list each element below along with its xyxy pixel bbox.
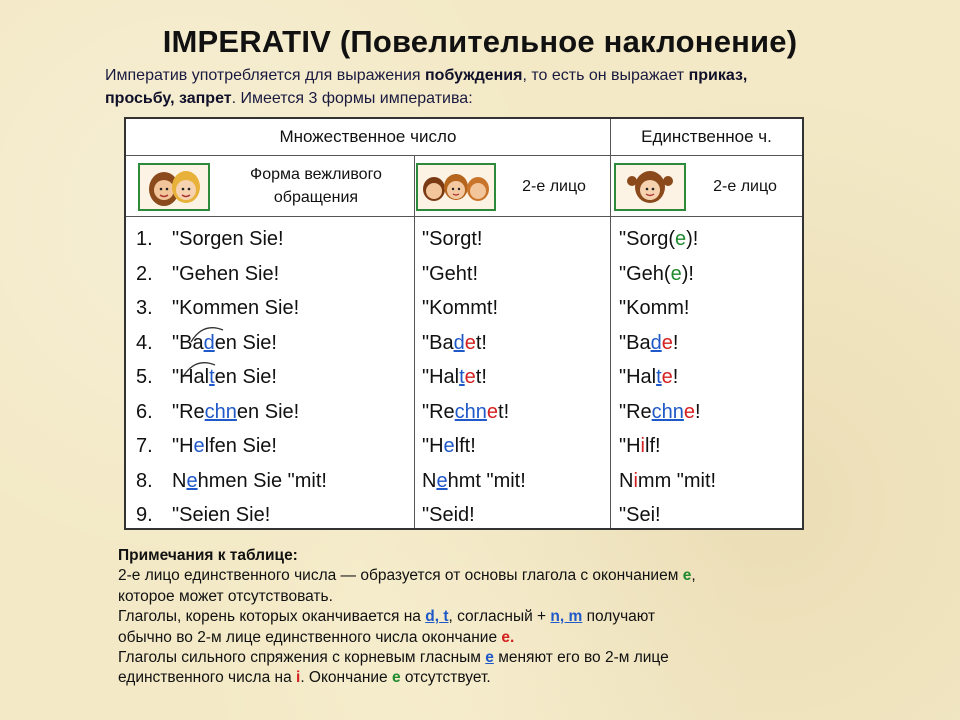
verb-segment: "Komm! <box>619 297 690 319</box>
verb-segment: e <box>193 435 205 457</box>
verb-segment: "Re <box>172 400 205 423</box>
verb-row <box>619 257 716 292</box>
verb-segment: hmen Sie "mit! <box>197 469 327 492</box>
verb-row <box>422 498 526 533</box>
verb-segment: d <box>453 331 465 354</box>
verb-row <box>136 464 327 499</box>
verb-segment: )! <box>686 228 699 250</box>
divider-horizontal-sub <box>126 216 802 217</box>
verb-row <box>619 395 716 430</box>
family-adults-icon <box>138 163 210 211</box>
sub-second-person-singular: 2-е лицо <box>713 177 777 195</box>
note-nm: n, m <box>550 608 583 626</box>
verb-segment: "Kommt! <box>422 297 498 319</box>
row-number: 2. <box>136 262 153 285</box>
verb-segment: "Geht! <box>422 262 479 285</box>
verb-row <box>422 464 526 499</box>
note-line-6 <box>118 668 818 688</box>
verb-segment: "H <box>422 435 444 457</box>
verb-segment: "Gehen Sie! <box>172 262 280 285</box>
intro-part-1: Императив употребляется для выражения <box>105 67 426 84</box>
verb-segment: "Hal <box>422 366 460 388</box>
verb-row <box>422 222 526 257</box>
verb-segment: ! <box>672 331 679 354</box>
verb-segment: "Hal <box>172 366 210 388</box>
verb-segment: "Sorg( <box>619 228 676 250</box>
verb-row <box>136 360 327 395</box>
notes-heading: Примечания к таблице: <box>118 547 298 564</box>
row-number: 6. <box>136 400 153 423</box>
verb-segment: e <box>486 400 499 423</box>
verb-segment: t! <box>475 366 487 388</box>
verb-row <box>422 257 526 292</box>
note-root-e: е <box>485 649 494 667</box>
verb-segment: e <box>464 366 476 388</box>
verb-segment: N <box>172 469 187 492</box>
row-number: 7. <box>136 435 153 457</box>
note-line-5 <box>118 648 818 668</box>
note-line-1 <box>118 566 818 586</box>
intro-bold-2: приказ, <box>688 67 748 84</box>
column-polite <box>136 222 327 533</box>
verb-segment: t! <box>475 331 487 354</box>
verb-row <box>422 326 526 361</box>
verb-segment: chn <box>651 400 684 423</box>
verb-segment: ! <box>695 400 701 423</box>
verb-row <box>422 291 526 326</box>
verb-segment: t <box>209 366 215 388</box>
divider-vertical-main <box>610 119 611 528</box>
syllable-arc-baden <box>189 324 229 344</box>
verb-segment: lf! <box>645 435 661 457</box>
verb-row <box>136 498 327 533</box>
verb-segment: i <box>640 435 645 457</box>
verb-segment: en Sie! <box>214 331 277 354</box>
verb-segment: )! <box>681 262 694 285</box>
imperative-table <box>124 117 804 530</box>
verb-segment: "Re <box>422 400 455 423</box>
verb-segment: en Sie! <box>236 400 300 423</box>
note-text: . Окончание <box>300 669 392 687</box>
verb-segment: lft! <box>454 435 476 457</box>
verb-segment: e <box>464 331 476 354</box>
verb-segment: t <box>656 366 662 388</box>
header-singular: Единственное ч. <box>611 119 802 156</box>
intro-part-2: , то есть он выражает <box>522 67 689 84</box>
column-plural-2nd <box>422 222 526 533</box>
verb-segment: "Sorgt! <box>422 228 483 250</box>
table-notes <box>118 546 818 689</box>
note-text: единственного числа на <box>118 669 296 687</box>
row-number: 8. <box>136 469 153 492</box>
verb-row <box>136 257 327 292</box>
page-title: IMPERATIV (Повелительное наклонение) <box>162 24 798 59</box>
note-line-4 <box>118 628 818 648</box>
verb-segment: "H <box>619 435 641 457</box>
verb-segment: "Ba <box>422 331 454 354</box>
note-text: , <box>691 567 696 585</box>
note-text: обычно во 2-м лице единственного числа окончание <box>118 628 502 646</box>
verb-row <box>619 360 716 395</box>
sub-second-person-plural: 2-е лицо <box>522 177 586 195</box>
verb-segment: lfen Sie! <box>204 435 277 457</box>
verb-segment: "Ba <box>619 331 651 354</box>
verb-segment: e <box>443 435 455 457</box>
sub-polite-form: Форма вежливого обращения <box>250 166 382 206</box>
intro-bold-1: побуждения <box>425 67 523 84</box>
verb-segment: en Sie! <box>214 366 277 388</box>
verb-segment: e <box>661 366 673 388</box>
row-number: 1. <box>136 228 153 250</box>
column-singular-2nd <box>619 222 716 533</box>
children-group-icon <box>416 163 496 211</box>
verb-segment: i <box>633 469 638 492</box>
header-plural: Множественное число <box>126 119 610 156</box>
verb-segment: e <box>670 262 682 285</box>
note-dt: d, t <box>425 608 449 626</box>
verb-segment: t! <box>498 400 510 423</box>
verb-row <box>136 395 327 430</box>
note-line-3 <box>118 607 818 627</box>
verb-row <box>136 429 327 464</box>
intro-bold-3: просьбу, запрет <box>105 90 232 107</box>
verb-segment: e <box>683 400 696 423</box>
girl-icon <box>614 163 686 211</box>
verb-segment: "Seien Sie! <box>172 504 271 526</box>
row-number: 3. <box>136 297 153 319</box>
note-text: Глаголы сильного спряжения с корневым гласным <box>118 649 486 667</box>
verb-segment: "Sorgen Sie! <box>172 228 284 250</box>
verb-segment: t <box>459 366 465 388</box>
note-text: меняют его во 2-м лице <box>493 649 669 667</box>
divider-vertical-plural <box>414 155 415 528</box>
verb-segment: "Seid! <box>422 504 475 526</box>
row-number: 4. <box>136 331 153 354</box>
verb-row <box>619 291 716 326</box>
verb-row <box>422 395 526 430</box>
note-vowel-i: i <box>296 669 301 687</box>
syllable-arc-halten <box>181 359 221 379</box>
intro-part-3: . Имеется 3 формы императива: <box>231 90 473 107</box>
verb-segment: chn <box>204 400 237 423</box>
note-ending-e-green: е <box>391 669 401 687</box>
verb-row <box>619 464 716 499</box>
note-text: отсутствует. <box>400 669 491 687</box>
verb-row <box>619 222 716 257</box>
verb-segment: chn <box>454 400 487 423</box>
verb-segment: "Kommen Sie! <box>172 297 300 319</box>
verb-segment: N <box>422 469 437 492</box>
verb-row <box>619 429 716 464</box>
verb-segment: e <box>186 469 198 492</box>
verb-segment: "Hal <box>619 366 657 388</box>
note-text: , согласный + <box>448 608 551 626</box>
verb-segment: "Sei! <box>619 504 661 526</box>
intro-text <box>105 64 865 110</box>
verb-segment: N <box>619 469 634 492</box>
verb-row <box>422 429 526 464</box>
verb-segment: "Geh( <box>619 262 671 285</box>
verb-segment: "Ba <box>172 331 204 354</box>
verb-segment: "Re <box>619 400 652 423</box>
verb-segment: hmt "mit! <box>447 469 526 492</box>
verb-segment: "H <box>172 435 194 457</box>
verb-row <box>619 498 716 533</box>
verb-row <box>136 222 327 257</box>
note-ending-e-red: е. <box>501 628 515 646</box>
verb-row <box>619 326 716 361</box>
row-number: 9. <box>136 504 153 526</box>
verb-row <box>422 360 526 395</box>
note-text: 2-е лицо единственного числа — образуется от основы глагола с окончанием <box>118 567 683 585</box>
verb-segment: mm "mit! <box>637 469 717 492</box>
verb-segment: e <box>436 469 448 492</box>
verb-segment: ! <box>672 366 679 388</box>
note-ending-e: е <box>682 567 692 585</box>
verb-segment: e <box>675 228 687 250</box>
verb-segment: e <box>661 331 673 354</box>
note-line-2: которое может отсутствовать. <box>118 587 333 605</box>
note-text: получают <box>582 608 656 626</box>
row-number: 5. <box>136 366 153 388</box>
verb-row <box>136 326 327 361</box>
verb-row <box>136 291 327 326</box>
note-text: Глаголы, корень которых оканчивается на <box>118 608 426 626</box>
verb-segment: d <box>650 331 662 354</box>
verb-segment: d <box>203 331 215 354</box>
